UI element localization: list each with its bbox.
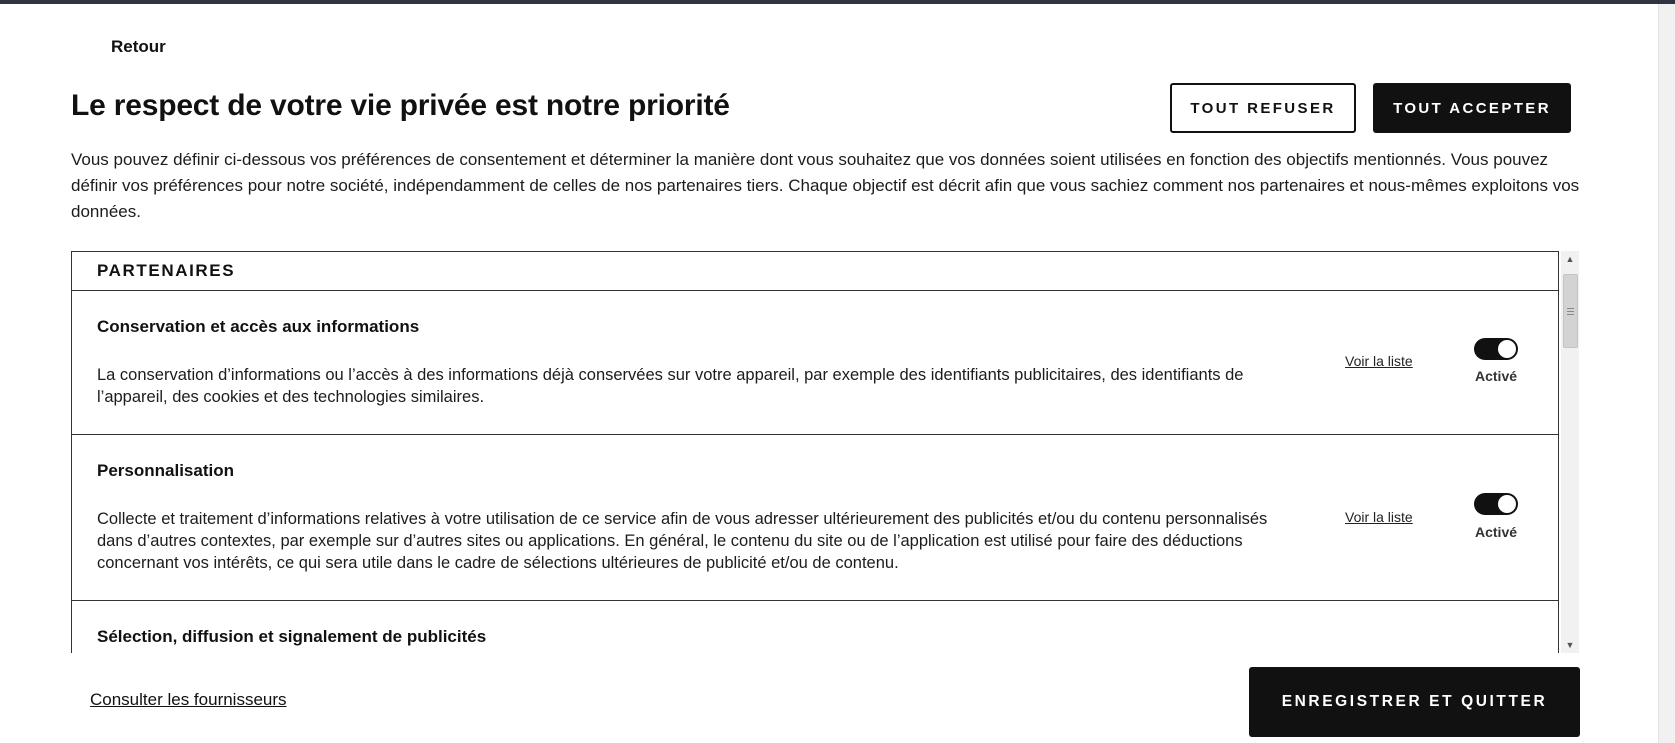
purpose-description: La conservation d’informations ou l’accès à des informations déjà conservées sur votre appareil, par exemple des identifiants publicitaires, des identifiants de l’appareil, des cookies et des technologies similaires. [97, 366, 1244, 406]
toggle-knob [1498, 340, 1516, 358]
panel-header: PARTENAIRES [72, 252, 1558, 291]
toggle-state-label: Activé [1475, 368, 1518, 384]
accept-all-button[interactable]: TOUT ACCEPTER [1373, 83, 1571, 133]
scroll-thumb[interactable] [1563, 274, 1578, 348]
arrow-up-icon[interactable]: ▲ [1565, 254, 1575, 264]
purpose-ads-selection [72, 601, 1558, 653]
view-list-link[interactable]: Voir la liste [1345, 353, 1413, 369]
vendors-link[interactable]: Consulter les fournisseurs [90, 690, 287, 709]
arrow-down-icon[interactable]: ▼ [1565, 640, 1575, 650]
purpose-title: Personnalisation [97, 461, 234, 480]
panel-scrollbar[interactable] [1561, 251, 1579, 653]
refuse-all-button[interactable]: TOUT REFUSER [1170, 83, 1356, 133]
toggle-knob [1498, 495, 1516, 513]
purposes-panel [71, 251, 1559, 653]
intro-text: Vous pouvez définir ci-dessous vos préférences de consentement et déterminer la manière dont vous souhaitez que vos données soient utilisées en fonction des objectifs mentionnés. Vous pouvez définir vos préférences pour notre société, indépendamment de celles de nos partenaires tiers. Chaque objectif est décrit afin que vous sachiez comment nos partenaires et nous-mêmes exploitons vos données. [71, 150, 1580, 221]
purpose-storage [72, 291, 1558, 435]
consent-toggle[interactable] [1474, 338, 1518, 360]
grip-icon [1567, 308, 1574, 315]
toggle-state-label: Activé [1475, 524, 1518, 540]
purpose-title: Conservation et accès aux informations [97, 317, 420, 336]
save-and-quit-button[interactable]: ENREGISTRER ET QUITTER [1249, 667, 1580, 737]
browser-topbar [0, 0, 1675, 4]
back-link[interactable]: Retour [111, 37, 166, 56]
purpose-description: Collecte et traitement d’informations relatives à votre utilisation de ce service afin de vous adresser ultérieurement des publicités et/ou du contenu personnalisés dans d’autres contextes, par exemple sur d’autres sites ou applications. En général, le contenu du site ou de l’application est utilisé pour faire des déductions concernant vos intérêts, ce qui sera utile dans le cadre de sélections ultérieures de publicité et/ou de contenu. [97, 510, 1268, 572]
purpose-title: Sélection, diffusion et signalement de publicités [97, 627, 487, 646]
page-scrollbar[interactable] [1658, 4, 1675, 743]
purpose-personalisation [72, 435, 1558, 601]
view-list-link[interactable]: Voir la liste [1345, 509, 1413, 525]
page-title: Le respect de votre vie privée est notre priorité [71, 89, 730, 122]
consent-toggle[interactable] [1474, 493, 1518, 515]
